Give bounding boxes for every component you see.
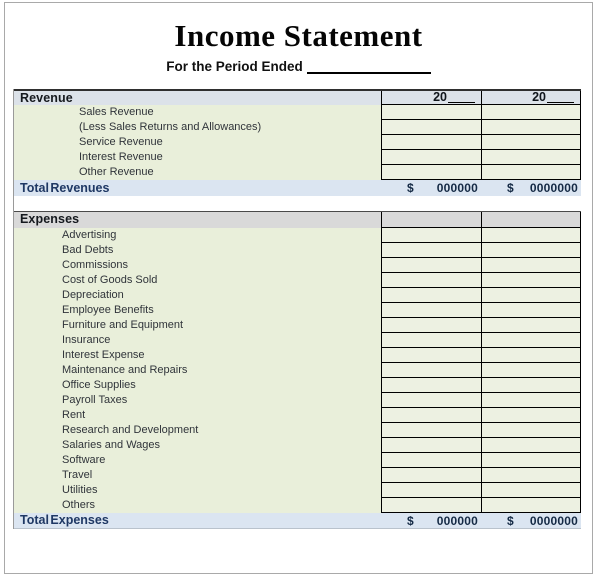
line-item-label: Bad Debts xyxy=(62,244,114,256)
line-item-label: Depreciation xyxy=(62,289,124,301)
amount-cell-year2[interactable] xyxy=(481,468,581,483)
amount-cell-year2[interactable] xyxy=(481,303,581,318)
amount-cell-year2[interactable] xyxy=(481,318,581,333)
table-row xyxy=(14,333,581,348)
line-item-label: Insurance xyxy=(62,334,111,346)
year2-fill-line[interactable] xyxy=(547,99,574,103)
currency-symbol: $ xyxy=(407,181,414,195)
table-row xyxy=(14,258,581,273)
currency-symbol: $ xyxy=(407,513,414,528)
table-row xyxy=(14,363,581,378)
table-row xyxy=(14,393,581,408)
amount-cell-year1[interactable] xyxy=(381,318,481,333)
amount-cell-year1[interactable] xyxy=(381,423,481,438)
line-item-label: Salaries and Wages xyxy=(62,439,161,451)
total-expenses-amount-year1: 000000 xyxy=(436,513,478,528)
table-row xyxy=(14,453,581,468)
line-item-label: Utilities xyxy=(62,484,98,496)
amount-cell-year1[interactable] xyxy=(381,120,481,135)
income-statement-table xyxy=(13,89,581,529)
line-item-label: Advertising xyxy=(62,229,117,241)
amount-cell-year2[interactable] xyxy=(481,348,581,363)
total-revenues-year2 xyxy=(481,181,581,195)
amount-cell-year2[interactable] xyxy=(481,333,581,348)
amount-cell-year2[interactable] xyxy=(481,363,581,378)
amount-cell-year1[interactable] xyxy=(381,438,481,453)
total-expenses-year2 xyxy=(481,514,581,528)
period-row xyxy=(5,54,592,74)
amount-cell-year1[interactable] xyxy=(381,483,481,498)
amount-cell-year2[interactable] xyxy=(481,288,581,303)
year1-fill-line[interactable] xyxy=(448,99,475,103)
total-revenues-year1 xyxy=(381,181,481,195)
amount-cell-year2[interactable] xyxy=(481,243,581,258)
income-statement-sheet xyxy=(4,2,593,574)
total-revenues-label: Total Revenues xyxy=(20,180,110,195)
table-row xyxy=(14,120,581,135)
amount-cell-year2[interactable] xyxy=(481,258,581,273)
table-row xyxy=(14,243,581,258)
total-revenues-amount-year1: 000000 xyxy=(436,181,478,195)
amount-cell-year2[interactable] xyxy=(481,483,581,498)
line-item-label: Furniture and Equipment xyxy=(62,319,184,331)
amount-cell-year1[interactable] xyxy=(381,288,481,303)
amount-cell-year1[interactable] xyxy=(381,453,481,468)
amount-cell-year2[interactable] xyxy=(481,273,581,288)
total-revenues-row xyxy=(14,180,581,196)
currency-symbol: $ xyxy=(507,513,514,528)
line-item-label: Interest Expense xyxy=(62,349,145,361)
table-row xyxy=(14,438,581,453)
amount-cell-year2[interactable] xyxy=(481,165,581,180)
amount-cell-year2[interactable] xyxy=(481,150,581,165)
revenue-section-label: Revenue xyxy=(20,91,73,105)
line-item-label: Service Revenue xyxy=(79,136,163,148)
amount-cell-year2[interactable] xyxy=(481,393,581,408)
amount-cell-year1[interactable] xyxy=(381,243,481,258)
table-row xyxy=(14,483,581,498)
table-row xyxy=(14,408,581,423)
amount-cell-year1[interactable] xyxy=(381,150,481,165)
table-row xyxy=(14,228,581,243)
table-row xyxy=(14,105,581,120)
expenses-header-cell-year1[interactable] xyxy=(381,212,481,228)
table-row xyxy=(14,318,581,333)
period-fill-line[interactable] xyxy=(307,58,431,74)
amount-cell-year2[interactable] xyxy=(481,438,581,453)
year1-label: 20 xyxy=(433,90,447,104)
amount-cell-year1[interactable] xyxy=(381,258,481,273)
amount-cell-year1[interactable] xyxy=(381,273,481,288)
line-item-label: Interest Revenue xyxy=(79,151,163,163)
total-expenses-row xyxy=(14,513,581,529)
amount-cell-year2[interactable] xyxy=(481,453,581,468)
amount-cell-year1[interactable] xyxy=(381,333,481,348)
table-row xyxy=(14,498,581,513)
amount-cell-year1[interactable] xyxy=(381,348,481,363)
year2-header-cell[interactable] xyxy=(481,91,581,105)
line-item-label: Software xyxy=(62,454,106,466)
line-item-label: Travel xyxy=(62,469,93,481)
amount-cell-year2[interactable] xyxy=(481,135,581,150)
table-row xyxy=(14,468,581,483)
amount-cell-year1[interactable] xyxy=(381,363,481,378)
section-gap xyxy=(14,196,581,211)
expenses-section-header-row xyxy=(14,211,581,228)
amount-cell-year1[interactable] xyxy=(381,408,481,423)
table-row xyxy=(14,135,581,150)
amount-cell-year1[interactable] xyxy=(381,393,481,408)
title-block xyxy=(5,3,592,74)
page-title: Income Statement xyxy=(174,18,423,53)
total-expenses-amount-year2: 0000000 xyxy=(529,513,578,528)
line-item-label: Others xyxy=(62,499,96,511)
line-item-label: Office Supplies xyxy=(62,379,136,391)
amount-cell-year2[interactable] xyxy=(481,120,581,135)
line-item-label: (Less Sales Returns and Allowances) xyxy=(79,121,262,133)
total-expenses-year1 xyxy=(381,514,481,528)
expenses-section-label: Expenses xyxy=(20,212,80,226)
year1-header-cell[interactable] xyxy=(381,91,481,105)
line-item-label: Rent xyxy=(62,409,86,421)
line-item-label: Commissions xyxy=(62,259,129,271)
line-item-label: Research and Development xyxy=(62,424,199,436)
amount-cell-year1[interactable] xyxy=(381,105,481,120)
amount-cell-year2[interactable] xyxy=(481,408,581,423)
table-row xyxy=(14,423,581,438)
table-row xyxy=(14,303,581,318)
total-revenues-amount-year2: 0000000 xyxy=(529,181,578,195)
total-expenses-label: Total Expenses xyxy=(20,513,109,527)
amount-cell-year1[interactable] xyxy=(381,135,481,150)
expenses-header-cell-year2[interactable] xyxy=(481,212,581,228)
amount-cell-year2[interactable] xyxy=(481,228,581,243)
year2-label: 20 xyxy=(532,90,546,104)
line-item-label: Sales Revenue xyxy=(79,106,154,118)
line-item-label: Employee Benefits xyxy=(62,304,154,316)
amount-cell-year2[interactable] xyxy=(481,105,581,120)
table-row xyxy=(14,150,581,165)
line-item-label: Other Revenue xyxy=(79,166,154,178)
amount-cell-year1[interactable] xyxy=(381,228,481,243)
line-item-label: Maintenance and Repairs xyxy=(62,364,188,376)
table-row xyxy=(14,288,581,303)
currency-symbol: $ xyxy=(507,181,514,195)
amount-cell-year1[interactable] xyxy=(381,378,481,393)
revenue-section-header-row xyxy=(14,89,581,105)
line-item-label: Payroll Taxes xyxy=(62,394,128,406)
amount-cell-year1[interactable] xyxy=(381,498,481,513)
table-row xyxy=(14,273,581,288)
period-label: For the Period Ended xyxy=(166,59,303,74)
amount-cell-year2[interactable] xyxy=(481,378,581,393)
amount-cell-year1[interactable] xyxy=(381,165,481,180)
amount-cell-year2[interactable] xyxy=(481,423,581,438)
table-row xyxy=(14,348,581,363)
amount-cell-year1[interactable] xyxy=(381,468,481,483)
table-row xyxy=(14,378,581,393)
table-row xyxy=(14,165,581,180)
amount-cell-year2[interactable] xyxy=(481,498,581,513)
amount-cell-year1[interactable] xyxy=(381,303,481,318)
line-item-label: Cost of Goods Sold xyxy=(62,274,158,286)
